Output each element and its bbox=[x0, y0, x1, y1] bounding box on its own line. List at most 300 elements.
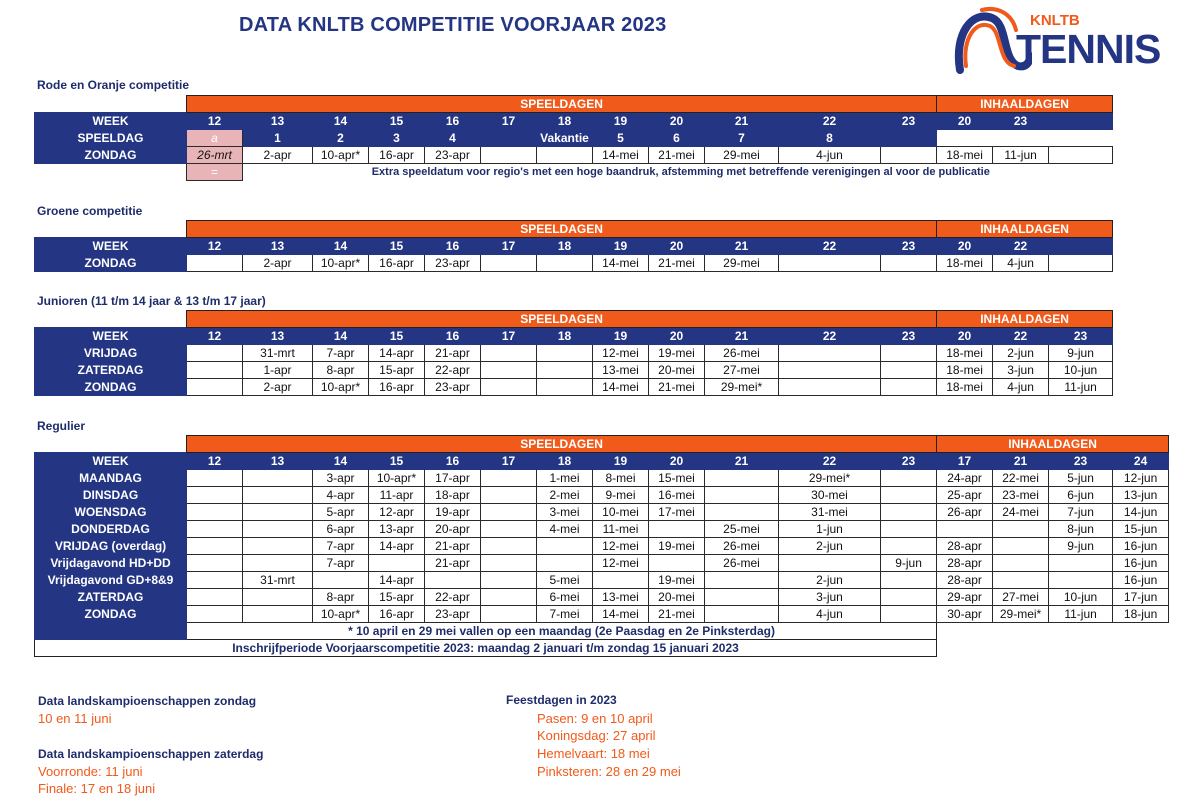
inhaal-date-cell: 29-apr bbox=[937, 589, 993, 606]
feestdag-item: Koningsdag: 27 april bbox=[537, 728, 656, 743]
date-cell: 2-mei bbox=[537, 487, 593, 504]
week-number: 17 bbox=[481, 328, 537, 345]
date-cell bbox=[881, 147, 937, 164]
date-cell: 3-jun bbox=[779, 589, 881, 606]
week-number: 15 bbox=[369, 113, 425, 130]
date-cell bbox=[881, 255, 937, 272]
inhaal-date-cell: 26-apr bbox=[937, 504, 993, 521]
inhaal-week-number: 23 bbox=[1049, 453, 1113, 470]
inhaal-date-cell: 28-apr bbox=[937, 555, 993, 572]
date-cell: 7-apr bbox=[313, 555, 369, 572]
date-cell: 17-mei bbox=[649, 504, 705, 521]
date-cell bbox=[881, 589, 937, 606]
date-cell: 14-apr bbox=[369, 345, 425, 362]
date-cell bbox=[187, 538, 243, 555]
section-title-regulier: Regulier bbox=[37, 419, 86, 433]
date-cell bbox=[481, 589, 537, 606]
inhaal-date-cell: 24-apr bbox=[937, 470, 993, 487]
date-cell bbox=[187, 487, 243, 504]
week-number: 14 bbox=[313, 328, 369, 345]
speeldagen-header: SPEELDAGEN bbox=[187, 96, 937, 113]
inhaal-week-number: 17 bbox=[937, 453, 993, 470]
speeldag-number: 7 bbox=[705, 130, 779, 147]
date-cell: 22-apr bbox=[425, 362, 481, 379]
speeldag-number: 4 bbox=[425, 130, 481, 147]
speeldag-number: 1 bbox=[243, 130, 313, 147]
speeldag-number: 5 bbox=[593, 130, 649, 147]
date-cell: 14-mei bbox=[593, 255, 649, 272]
date-cell bbox=[187, 379, 243, 396]
date-cell: 14-apr bbox=[369, 572, 425, 589]
date-cell: 29-mei* bbox=[705, 379, 779, 396]
inhaal-date-cell: 28-apr bbox=[937, 538, 993, 555]
week-label: WEEK bbox=[35, 238, 187, 255]
junioren-table bbox=[34, 310, 1113, 396]
date-cell bbox=[187, 521, 243, 538]
week-number: 16 bbox=[425, 113, 481, 130]
week-number: 20 bbox=[649, 113, 705, 130]
date-cell bbox=[705, 572, 779, 589]
date-cell: 10-mei bbox=[593, 504, 649, 521]
inhaal-date-cell: 22-mei bbox=[993, 470, 1049, 487]
date-cell: 20-mei bbox=[649, 589, 705, 606]
row-label: VRIJDAG (overdag) bbox=[35, 538, 187, 555]
date-cell: 19-mei bbox=[649, 572, 705, 589]
week-number: 22 bbox=[779, 453, 881, 470]
inhaal-date-cell bbox=[993, 555, 1049, 572]
date-cell: 25-mei bbox=[705, 521, 779, 538]
inhaal-date-cell: 4-jun bbox=[993, 379, 1049, 396]
inhaal-date-cell: 18-mei bbox=[937, 255, 993, 272]
date-cell: 4-jun bbox=[779, 606, 881, 623]
inhaal-date-cell: 10-jun bbox=[1049, 362, 1113, 379]
row-label: Vrijdagavond HD+DD bbox=[35, 555, 187, 572]
date-cell: 8-apr bbox=[313, 362, 369, 379]
speeldag-number: 2 bbox=[313, 130, 369, 147]
date-cell bbox=[313, 572, 369, 589]
knltb-tennis-logo bbox=[952, 4, 1174, 78]
date-cell: 12-mei bbox=[593, 555, 649, 572]
inhaal-date-cell: 18-mei bbox=[937, 379, 993, 396]
date-cell: 2-apr bbox=[243, 379, 313, 396]
date-cell bbox=[481, 538, 537, 555]
date-cell: 10-apr* bbox=[313, 255, 369, 272]
date-cell: 13-mei bbox=[593, 589, 649, 606]
date-cell bbox=[649, 521, 705, 538]
date-cell: 22-apr bbox=[425, 589, 481, 606]
date-cell bbox=[481, 606, 537, 623]
row-label: ZATERDAG bbox=[35, 589, 187, 606]
speeldag-number: 3 bbox=[369, 130, 425, 147]
inhaal-week-number: 21 bbox=[993, 453, 1049, 470]
date-cell: 8-apr bbox=[313, 589, 369, 606]
inhaal-date-cell: 11-jun bbox=[1049, 606, 1113, 623]
date-cell bbox=[705, 504, 779, 521]
feestdag-item: Hemelvaart: 18 mei bbox=[537, 746, 650, 761]
date-cell: 4-mei bbox=[537, 521, 593, 538]
week-number: 17 bbox=[481, 113, 537, 130]
week-number: 20 bbox=[649, 328, 705, 345]
table-row bbox=[35, 379, 1113, 396]
inhaal-date-cell: 24-mei bbox=[993, 504, 1049, 521]
date-cell: 10-apr* bbox=[313, 379, 369, 396]
date-cell: 26-mei bbox=[705, 538, 779, 555]
section-title-groene: Groene competitie bbox=[37, 204, 143, 218]
speeldag-number bbox=[481, 130, 537, 147]
date-cell: 2-jun bbox=[779, 572, 881, 589]
table-row bbox=[35, 504, 1169, 521]
page-title: DATA KNLTB COMPETITIE VOORJAAR 2023 bbox=[239, 14, 667, 36]
week-number: 21 bbox=[705, 113, 779, 130]
inhaal-date-cell: 11-jun bbox=[1049, 379, 1113, 396]
date-cell bbox=[481, 345, 537, 362]
table-row bbox=[35, 589, 1169, 606]
week-number: 18 bbox=[537, 113, 593, 130]
week-number: 12 bbox=[187, 113, 243, 130]
week-number: 22 bbox=[779, 113, 881, 130]
inhaaldagen-header: INHAALDAGEN bbox=[937, 96, 1113, 113]
date-cell bbox=[881, 470, 937, 487]
week-number: 23 bbox=[881, 238, 937, 255]
inhaal-week-number: 20 bbox=[937, 328, 993, 345]
date-cell: 11-apr bbox=[369, 487, 425, 504]
date-cell bbox=[187, 572, 243, 589]
week-number: 16 bbox=[425, 328, 481, 345]
date-cell bbox=[881, 504, 937, 521]
date-cell: 7-mei bbox=[537, 606, 593, 623]
inhaal-date-cell: 5-jun bbox=[1049, 470, 1113, 487]
week-number: 15 bbox=[369, 453, 425, 470]
date-cell bbox=[593, 572, 649, 589]
row-label: ZATERDAG bbox=[35, 362, 187, 379]
date-cell: 3-mei bbox=[537, 504, 593, 521]
week-number: 13 bbox=[243, 238, 313, 255]
week-number: 20 bbox=[649, 453, 705, 470]
inhaaldagen-header: INHAALDAGEN bbox=[937, 311, 1113, 328]
date-cell: 21-apr bbox=[425, 555, 481, 572]
week-number: 13 bbox=[243, 453, 313, 470]
date-cell bbox=[537, 379, 593, 396]
date-cell: 10-apr* bbox=[313, 147, 369, 164]
date-cell: 29-mei* bbox=[779, 470, 881, 487]
speeldag-number: 8 bbox=[779, 130, 881, 147]
speeldagen-header: SPEELDAGEN bbox=[187, 221, 937, 238]
inhaal-date-cell: 28-apr bbox=[937, 572, 993, 589]
date-cell bbox=[243, 487, 313, 504]
date-cell: 17-apr bbox=[425, 470, 481, 487]
inhaal-date-cell bbox=[1049, 555, 1113, 572]
week-number: 19 bbox=[593, 113, 649, 130]
date-cell: 30-mei bbox=[779, 487, 881, 504]
date-cell: 9-mei bbox=[593, 487, 649, 504]
week-label: WEEK bbox=[35, 453, 187, 470]
date-cell bbox=[779, 345, 881, 362]
date-cell bbox=[187, 589, 243, 606]
week-number: 23 bbox=[881, 113, 937, 130]
date-cell: 12-apr bbox=[369, 504, 425, 521]
speeldagen-header: SPEELDAGEN bbox=[187, 436, 937, 453]
section-title-junioren: Junioren (11 t/m 14 jaar & 13 t/m 17 jaar) bbox=[37, 294, 266, 308]
week-number: 18 bbox=[537, 238, 593, 255]
inhaal-date-cell: 2-jun bbox=[993, 345, 1049, 362]
inhaal-date-cell: 29-mei* bbox=[993, 606, 1049, 623]
date-cell: 8-mei bbox=[593, 470, 649, 487]
date-cell bbox=[481, 487, 537, 504]
date-cell: 26-mei bbox=[705, 345, 779, 362]
inhaal-week-number: 24 bbox=[1113, 453, 1169, 470]
week-number: 15 bbox=[369, 328, 425, 345]
inhaal-date-cell: 6-jun bbox=[1049, 487, 1113, 504]
week-label: WEEK bbox=[35, 113, 187, 130]
inhaal-date-cell bbox=[993, 521, 1049, 538]
feestdagen-title: Feestdagen in 2023 bbox=[506, 693, 617, 707]
week-number: 21 bbox=[705, 328, 779, 345]
inhaal-week-number bbox=[1049, 238, 1113, 255]
date-cell bbox=[779, 379, 881, 396]
date-cell: 23-apr bbox=[425, 147, 481, 164]
date-cell bbox=[537, 147, 593, 164]
date-cell bbox=[481, 504, 537, 521]
week-number: 18 bbox=[537, 328, 593, 345]
inhaal-date-cell: 14-jun bbox=[1113, 504, 1169, 521]
date-cell bbox=[537, 362, 593, 379]
inhaal-date-cell: 27-mei bbox=[993, 589, 1049, 606]
date-cell: 13-mei bbox=[593, 362, 649, 379]
inhaal-date-cell bbox=[993, 572, 1049, 589]
date-cell: 16-apr bbox=[369, 379, 425, 396]
date-cell: 16-apr bbox=[369, 255, 425, 272]
week-number: 12 bbox=[187, 453, 243, 470]
date-cell: 10-apr* bbox=[313, 606, 369, 623]
date-cell bbox=[243, 470, 313, 487]
date-cell: 11-mei bbox=[593, 521, 649, 538]
date-cell: 21-mei bbox=[649, 147, 705, 164]
logo-knltb-text: KNLTB bbox=[1030, 12, 1080, 29]
date-cell bbox=[881, 521, 937, 538]
date-cell: 23-apr bbox=[425, 379, 481, 396]
date-cell: 21-mei bbox=[649, 606, 705, 623]
date-cell: 16-apr bbox=[369, 147, 425, 164]
inhaaldagen-header: INHAALDAGEN bbox=[937, 221, 1113, 238]
inhaal-date-cell: 10-jun bbox=[1049, 589, 1113, 606]
inhaal-week-number: 23 bbox=[1049, 328, 1113, 345]
speeldag-number: a bbox=[187, 130, 243, 147]
row-label: DONDERDAG bbox=[35, 521, 187, 538]
date-cell bbox=[537, 345, 593, 362]
date-cell bbox=[881, 487, 937, 504]
row-label: MAANDAG bbox=[35, 470, 187, 487]
week-number: 23 bbox=[881, 328, 937, 345]
date-cell: 1-mei bbox=[537, 470, 593, 487]
date-cell: 6-mei bbox=[537, 589, 593, 606]
table-row bbox=[35, 555, 1169, 572]
date-cell: 15-apr bbox=[369, 362, 425, 379]
inhaal-date-cell: 3-jun bbox=[993, 362, 1049, 379]
week-number: 14 bbox=[313, 453, 369, 470]
date-cell: 21-apr bbox=[425, 538, 481, 555]
week-number: 16 bbox=[425, 238, 481, 255]
regulier-table bbox=[34, 435, 1169, 657]
section-title-rode: Rode en Oranje competitie bbox=[37, 78, 190, 92]
date-cell: 14-mei bbox=[593, 147, 649, 164]
week-number: 22 bbox=[779, 328, 881, 345]
date-cell bbox=[187, 255, 243, 272]
inhaal-date-cell: 18-mei bbox=[937, 147, 993, 164]
date-cell: 23-apr bbox=[425, 606, 481, 623]
table-row bbox=[35, 521, 1169, 538]
lk-zaterdag-line: Voorronde: 11 juni bbox=[38, 764, 143, 779]
date-cell bbox=[369, 555, 425, 572]
inhaal-date-cell bbox=[993, 538, 1049, 555]
week-number: 19 bbox=[593, 238, 649, 255]
inhaal-date-cell: 16-jun bbox=[1113, 538, 1169, 555]
date-cell: 14-apr bbox=[369, 538, 425, 555]
week-number: 17 bbox=[481, 238, 537, 255]
date-cell bbox=[243, 538, 313, 555]
date-cell bbox=[881, 362, 937, 379]
week-number: 22 bbox=[779, 238, 881, 255]
date-cell bbox=[243, 589, 313, 606]
table-row bbox=[35, 572, 1169, 589]
date-cell bbox=[779, 362, 881, 379]
inhaal-date-cell: 15-jun bbox=[1113, 521, 1169, 538]
equals-marker: = bbox=[187, 164, 243, 181]
date-cell bbox=[537, 555, 593, 572]
table-row bbox=[35, 538, 1169, 555]
inhaal-date-cell: 16-jun bbox=[1113, 572, 1169, 589]
date-cell: 2-jun bbox=[779, 538, 881, 555]
extra-speeldatum-note: Extra speeldatum voor regio's met een hoge baandruk, afstemming met betreffende verenigingen al voor de publicatie bbox=[243, 164, 1113, 181]
date-cell: 21-apr bbox=[425, 345, 481, 362]
date-cell bbox=[881, 538, 937, 555]
row-label: DINSDAG bbox=[35, 487, 187, 504]
lk-zaterdag-title: Data landskampioenschappen zaterdag bbox=[38, 747, 264, 761]
date-cell: 19-mei bbox=[649, 345, 705, 362]
inhaaldagen-header: INHAALDAGEN bbox=[937, 436, 1169, 453]
groene-table bbox=[34, 220, 1113, 272]
week-number: 14 bbox=[313, 238, 369, 255]
date-cell: 7-apr bbox=[313, 345, 369, 362]
date-cell: 29-mei bbox=[705, 255, 779, 272]
date-cell bbox=[537, 255, 593, 272]
week-number: 12 bbox=[187, 238, 243, 255]
week-number: 12 bbox=[187, 328, 243, 345]
week-number: 13 bbox=[243, 328, 313, 345]
date-cell bbox=[705, 487, 779, 504]
date-cell bbox=[881, 606, 937, 623]
inschrijfperiode-note: Inschrijfperiode Voorjaarscompetitie 2023: maandag 2 januari t/m zondag 15 januari 2023 bbox=[35, 640, 937, 657]
inhaal-date-cell: 23-mei bbox=[993, 487, 1049, 504]
date-cell bbox=[187, 555, 243, 572]
date-cell: 29-mei bbox=[705, 147, 779, 164]
inhaal-date-cell bbox=[1049, 572, 1113, 589]
speeldag-label: SPEELDAG bbox=[35, 130, 187, 147]
row-label: VRIJDAG bbox=[35, 345, 187, 362]
date-cell bbox=[243, 521, 313, 538]
date-cell: 31-mrt bbox=[243, 345, 313, 362]
date-cell: 1-apr bbox=[243, 362, 313, 379]
inhaal-date-cell bbox=[1049, 255, 1113, 272]
date-cell bbox=[481, 362, 537, 379]
inhaal-week-number bbox=[1049, 113, 1113, 130]
row-label: WOENSDAG bbox=[35, 504, 187, 521]
logo-tennis-text: TENNIS bbox=[1016, 26, 1161, 72]
date-cell: 10-apr* bbox=[369, 470, 425, 487]
date-cell bbox=[779, 555, 881, 572]
date-cell: 12-mei bbox=[593, 538, 649, 555]
date-cell: 13-apr bbox=[369, 521, 425, 538]
date-cell: 2-apr bbox=[243, 147, 313, 164]
date-cell: 3-apr bbox=[313, 470, 369, 487]
zondag-label: ZONDAG bbox=[35, 255, 187, 272]
week-number: 19 bbox=[593, 328, 649, 345]
week-number: 13 bbox=[243, 113, 313, 130]
week-number: 14 bbox=[313, 113, 369, 130]
inhaal-date-cell bbox=[937, 521, 993, 538]
week-number: 21 bbox=[705, 238, 779, 255]
date-cell: 5-apr bbox=[313, 504, 369, 521]
date-cell: 21-mei bbox=[649, 255, 705, 272]
date-cell bbox=[187, 504, 243, 521]
date-cell: 12-mei bbox=[593, 345, 649, 362]
inhaal-date-cell: 9-jun bbox=[1049, 345, 1113, 362]
date-cell bbox=[705, 470, 779, 487]
date-cell: 26-mrt bbox=[187, 147, 243, 164]
inhaal-date-cell: 16-jun bbox=[1113, 555, 1169, 572]
inhaal-week-number: 22 bbox=[993, 328, 1049, 345]
date-cell: 19-mei bbox=[649, 538, 705, 555]
zondag-label: ZONDAG bbox=[35, 147, 187, 164]
week-number: 20 bbox=[649, 238, 705, 255]
date-cell bbox=[881, 345, 937, 362]
date-cell: 9-jun bbox=[881, 555, 937, 572]
feestdag-item: Pasen: 9 en 10 april bbox=[537, 711, 653, 726]
table-row bbox=[35, 487, 1169, 504]
week-number: 21 bbox=[705, 453, 779, 470]
date-cell: 31-mrt bbox=[243, 572, 313, 589]
date-cell: 1-jun bbox=[779, 521, 881, 538]
week-number: 16 bbox=[425, 453, 481, 470]
inhaal-date-cell: 8-jun bbox=[1049, 521, 1113, 538]
date-cell: 26-mei bbox=[705, 555, 779, 572]
row-label: Vrijdagavond GD+8&9 bbox=[35, 572, 187, 589]
date-cell: 4-apr bbox=[313, 487, 369, 504]
footnote-maandag: * 10 april en 29 mei vallen op een maandag (2e Paasdag en 2e Pinksterdag) bbox=[187, 623, 937, 640]
date-cell: 14-mei bbox=[593, 379, 649, 396]
date-cell: 7-apr bbox=[313, 538, 369, 555]
inhaal-week-number: 20 bbox=[937, 238, 993, 255]
week-number: 17 bbox=[481, 453, 537, 470]
date-cell bbox=[481, 470, 537, 487]
date-cell: 20-apr bbox=[425, 521, 481, 538]
date-cell: 23-apr bbox=[425, 255, 481, 272]
table-row bbox=[35, 345, 1113, 362]
table-row bbox=[35, 470, 1169, 487]
inhaal-date-cell: 4-jun bbox=[993, 255, 1049, 272]
date-cell bbox=[649, 555, 705, 572]
inhaal-date-cell: 18-jun bbox=[1113, 606, 1169, 623]
date-cell: 16-mei bbox=[649, 487, 705, 504]
lk-zondag-value: 10 en 11 juni bbox=[38, 711, 112, 726]
inhaal-date-cell: 11-jun bbox=[993, 147, 1049, 164]
date-cell bbox=[425, 572, 481, 589]
inhaal-week-number: 22 bbox=[993, 238, 1049, 255]
date-cell bbox=[187, 606, 243, 623]
date-cell: 6-apr bbox=[313, 521, 369, 538]
date-cell: 27-mei bbox=[705, 362, 779, 379]
inhaal-week-number: 20 bbox=[937, 113, 993, 130]
inhaal-date-cell: 30-apr bbox=[937, 606, 993, 623]
